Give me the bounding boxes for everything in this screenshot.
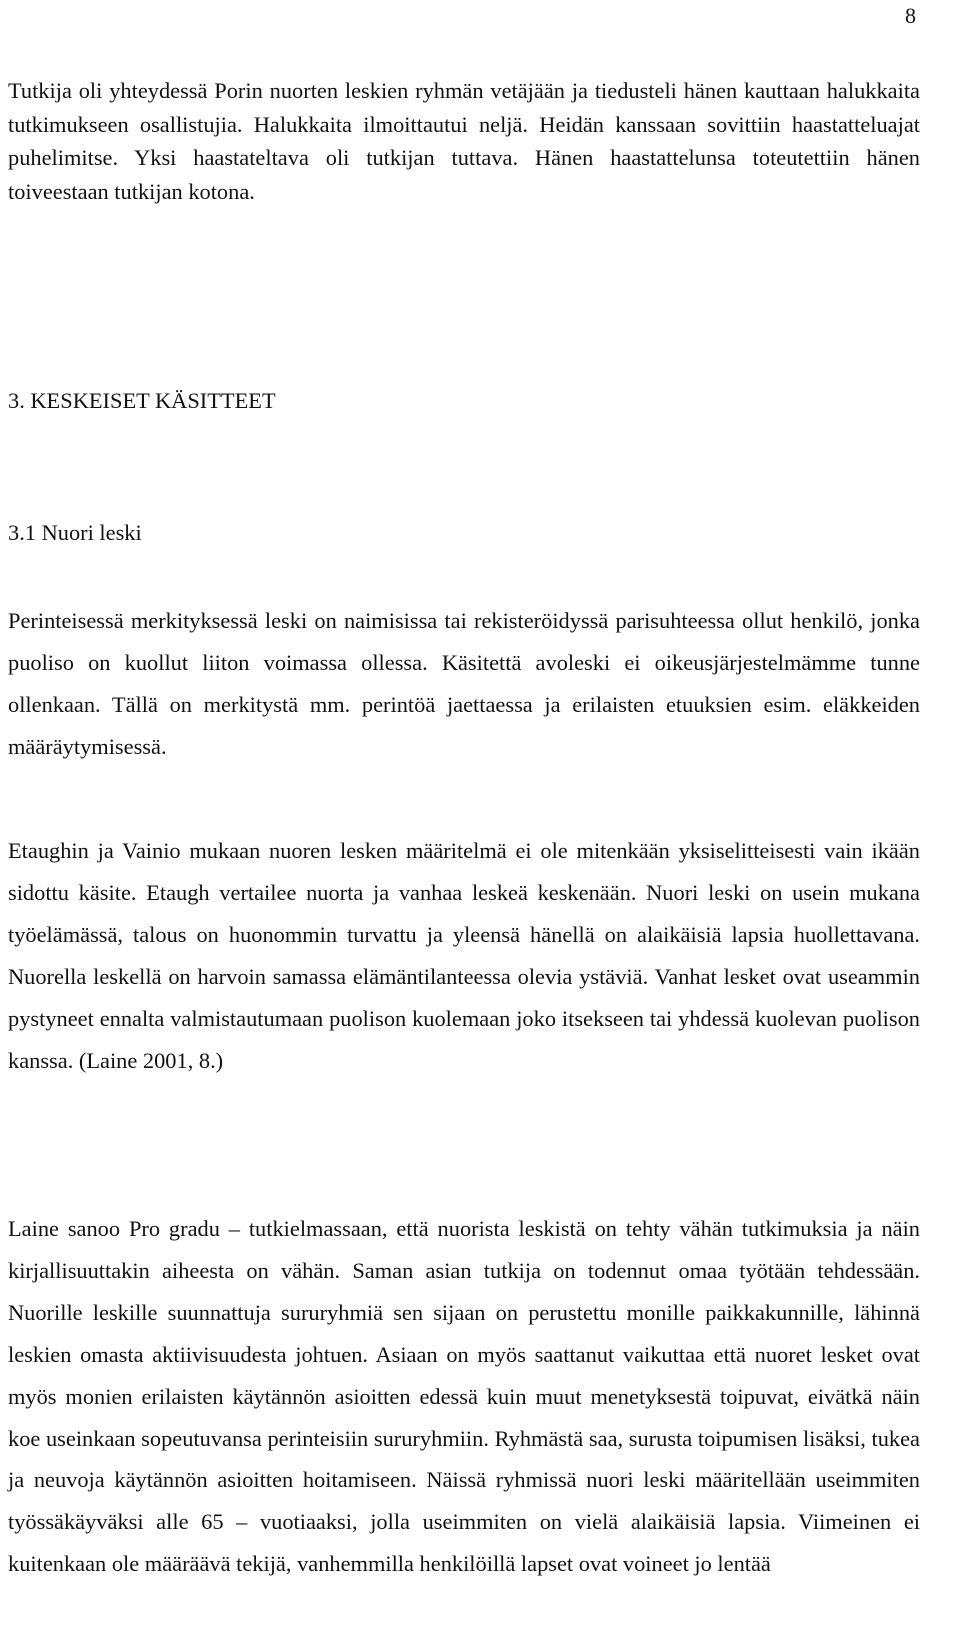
- paragraph-intro: Tutkija oli yhteydessä Porin nuorten leskien ryhmän vetäjään ja tiedusteli hänen kauttaan halukkaita tutkimukseen osallistujia. Halukkaita ilmoittautui neljä. Heidän kanssaan sovittiin haastatteluajat puhelimitse. Yksi haastateltava oli tutkijan tuttava. Hänen haastattelunsa toteutettiin hänen toiveestaan tutkijan kotona.: [8, 78, 920, 204]
- paragraph-laine: Laine sanoo Pro gradu – tutkielmassaan, että nuorista leskistä on tehty vähän tutkimuksia ja näin kirjallisuuttakin aiheesta on vähän. Saman asian tutkija on todennut omaa työtään tehdessään. Nuorille leskille suunnattuja sururyhmiä sen sijaan on perustettu monille paikkakunnille, lähinnä leskien omasta aktiivisuudesta johtuen. Asiaan on myös saattanut vaikuttaa että nuoret lesket ovat myös monien erilaisten käytännön asioitten edessä kuin muut menetyksestä toipuvat, eivätkä näin koe useinkaan sopeutuvansa perinteisiin sururyhmiin. Ryhmästä saa, surusta toipumisen lisäksi, tukea ja neuvoja käytännön asioitten hoitamiseen. Näissä ryhmissä nuori leski määritellään useimmiten työssäkäyväksi alle 65 – vuotiaaksi, jolla useimmiten on vielä alaikäisiä lapsia. Viimeinen ei kuitenkaan ole määräävä tekijä, vanhemmilla henkilöillä lapset ovat voineet jo lentää: [8, 1216, 920, 1577]
- section-heading: 3. KESKEISET KÄSITTEET: [8, 388, 276, 413]
- paragraph-etaugh: Etaughin ja Vainio mukaan nuoren lesken määritelmä ei ole mitenkään yksiselitteisesti vain ikään sidottu käsite. Etaugh vertailee nuorta ja vanhaa leskeä keskenään. Nuori leski on usein mukana työelämässä, talous on huonommin turvattu ja yleensä hänellä on alaikäisiä lapsia huollettavana. Nuorella leskellä on harvoin samassa elämäntilanteessa olevia ystäviä. Vanhat lesket ovat useammin pystyneet ennalta valmistautumaan puolison kuolemaan joko itsekseen tai yhdessä kuolevan puolison kanssa. (Laine 2001, 8.): [8, 838, 920, 1073]
- paragraph-definition: Perinteisessä merkityksessä leski on naimisissa tai rekisteröidyssä parisuhteessa ollut henkilö, jonka puoliso on kuollut liiton voimassa ollessa. Käsitettä avoleski ei oikeusjärjestelmämme tunne ollenkaan. Tällä on merkitystä mm. perintöä jaettaessa ja erilaisten etuuksien esim. eläkkeiden määräytymisessä.: [8, 608, 920, 759]
- subsection-heading: 3.1 Nuori leski: [8, 520, 142, 545]
- page-number: 8: [905, 3, 916, 28]
